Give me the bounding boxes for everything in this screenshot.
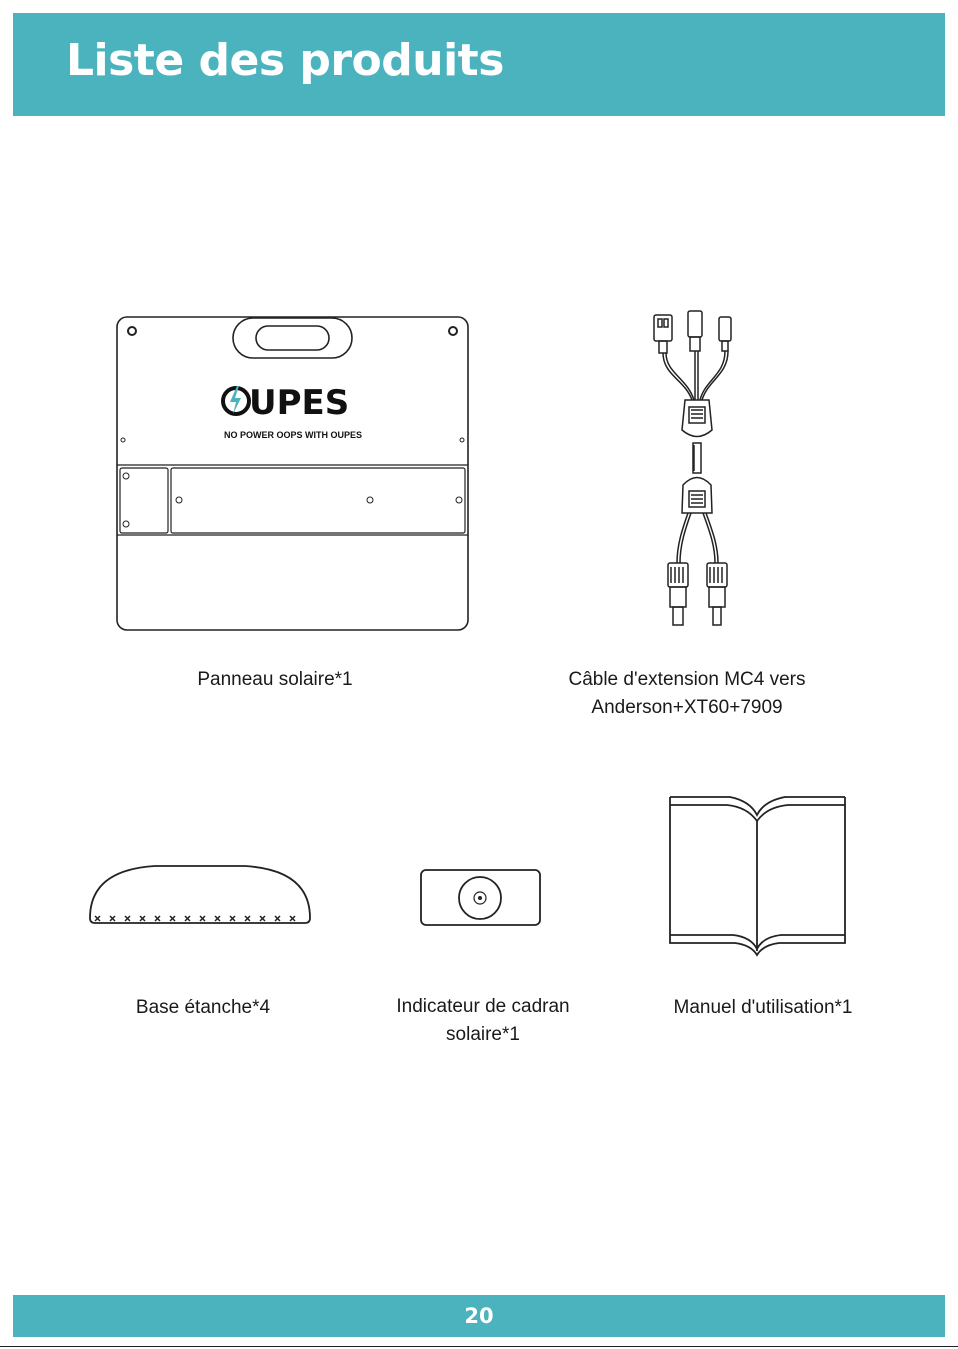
- solar-panel-illustration: [110, 310, 475, 635]
- bottom-divider: [0, 1346, 958, 1347]
- caption-line: Anderson+XT60+7909: [591, 697, 783, 718]
- waterproof-base-illustration: [85, 862, 315, 928]
- page-number: 20: [464, 1304, 494, 1328]
- panel-brand-text: UPES: [249, 383, 350, 423]
- caption-line: solaire*1: [446, 1024, 520, 1045]
- caption-solar-panel: [110, 666, 440, 694]
- page-header: [13, 13, 945, 116]
- dial-indicator-illustration: [418, 867, 544, 929]
- oupes-logo: [223, 383, 349, 423]
- caption-dial-indicator: [363, 993, 603, 1049]
- caption-waterproof-base: [83, 994, 323, 1022]
- page-footer: [13, 1295, 945, 1337]
- caption-line: Panneau solaire*1: [197, 669, 353, 690]
- caption-line: Indicateur de cadran: [396, 996, 570, 1017]
- extension-cable-illustration: [630, 305, 760, 630]
- caption-line: Câble d'extension MC4 vers: [568, 669, 806, 690]
- page-title: Liste des produits: [66, 35, 504, 86]
- user-manual-illustration: [665, 793, 850, 959]
- caption-user-manual: [633, 994, 893, 1022]
- caption-line: Manuel d'utilisation*1: [673, 997, 853, 1018]
- panel-tagline: NO POWER OOPS WITH OUPES: [223, 430, 363, 440]
- caption-line: Base étanche*4: [135, 997, 271, 1018]
- caption-extension-cable: [522, 666, 852, 722]
